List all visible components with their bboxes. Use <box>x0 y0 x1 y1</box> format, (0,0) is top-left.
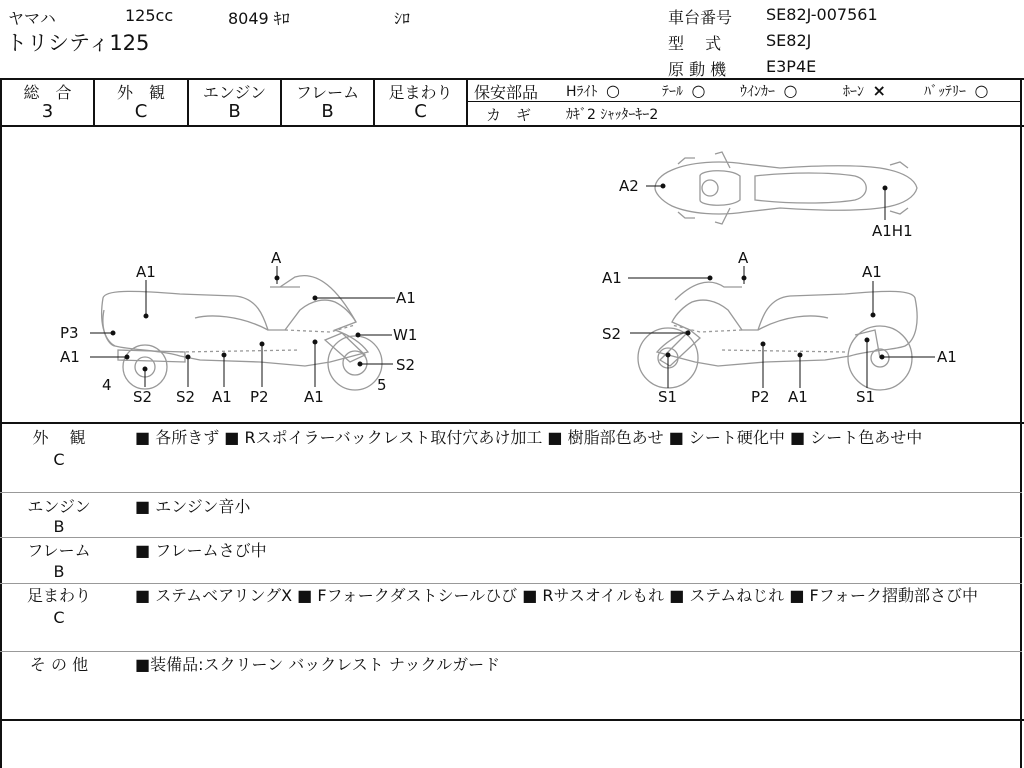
displacement: 125cc <box>125 6 174 25</box>
section-label: フレーム <box>27 541 91 560</box>
section-label: 足まわり <box>26 586 91 605</box>
engine-model-label: 原 動 機 <box>668 60 727 79</box>
safety-item-name: ﾃｰﾙ <box>662 84 683 100</box>
part-label: A2 <box>619 177 639 195</box>
divider <box>466 78 468 126</box>
maker: ヤマハ <box>8 9 56 28</box>
safety-mark: ○ <box>691 81 706 100</box>
part-label: A <box>738 249 749 267</box>
divider <box>0 537 1022 538</box>
grade-value: C <box>414 101 427 122</box>
part-label: 5 <box>377 376 387 394</box>
part-label: A1 <box>136 263 156 281</box>
safety-label: 保安部品 <box>474 83 539 102</box>
part-label: S2 <box>602 325 622 343</box>
safety-item-name: ﾎｰﾝ <box>843 84 864 100</box>
part-label: A1H1 <box>872 222 913 240</box>
part-label: A1 <box>396 289 416 307</box>
right-scooter-outline <box>638 282 917 390</box>
section-label: 外 観 <box>32 428 86 447</box>
section-grade: B <box>53 562 65 581</box>
model-name: トリシティ125 <box>6 31 150 55</box>
part-label: A1 <box>304 388 324 406</box>
section-grade: C <box>53 608 65 627</box>
part-label: S2 <box>176 388 196 406</box>
key-label: カ ギ <box>486 106 532 124</box>
section-grade: B <box>53 517 65 536</box>
section-grade: C <box>53 450 65 469</box>
engine-model: E3P4E <box>766 57 817 76</box>
safety-winker <box>740 81 797 101</box>
grade-value: C <box>134 101 148 122</box>
part-label: A <box>271 249 282 267</box>
part-label: 4 <box>102 376 112 394</box>
safety-mark: × <box>872 81 886 100</box>
part-label: A1 <box>602 269 622 287</box>
part-label: A1 <box>788 388 808 406</box>
divider <box>0 492 1022 493</box>
frame-no-label: 車台番号 <box>668 8 733 27</box>
safety-battery <box>924 81 988 101</box>
part-label: A1 <box>212 388 232 406</box>
safety-item-name: ｳｲﾝｶｰ <box>740 84 775 100</box>
part-label: P2 <box>751 388 770 406</box>
part-label: P2 <box>250 388 269 406</box>
safety-horn <box>843 81 886 101</box>
section-text: ■装備品:スクリーン バックレスト ナックルガード <box>135 655 501 674</box>
safety-mark: ○ <box>974 81 989 100</box>
grade-value: B <box>228 101 241 122</box>
part-label: W1 <box>393 326 418 344</box>
section-text: ■ 各所きず ■ Rスポイラーバックレスト取付穴あけ加工 ■ 樹脂部色あせ ■ シート硬化中 ■ シート色あせ中 <box>135 428 923 447</box>
safety-mark: ○ <box>783 81 798 100</box>
model-code-label: 型 式 <box>668 34 722 53</box>
section-text: ■ ステムベアリングX ■ Fフォークダストシールひび ■ Rサスオイルもれ ■ ステムねじれ ■ Fフォーク摺動部さび中 <box>135 586 978 605</box>
grade-value: B <box>321 101 334 122</box>
grade-label: 足まわり <box>388 83 453 102</box>
key-value: ｶｷﾞ2 ｼｬｯﾀｰｷｰ2 <box>566 107 659 123</box>
section-label: そ の 他 <box>29 655 89 674</box>
divider <box>0 651 1022 652</box>
safety-item-name: Hﾗｲﾄ <box>566 84 598 100</box>
part-label: S2 <box>396 356 416 374</box>
safety-headlight <box>566 81 620 101</box>
divider <box>467 101 1022 102</box>
frame-no: SE82J-007561 <box>766 5 878 24</box>
grade-label: 総 合 <box>23 83 72 102</box>
part-label: A1 <box>862 263 882 281</box>
left-scooter-outline <box>102 276 382 390</box>
top-leaders <box>646 184 887 220</box>
divider <box>0 719 1024 721</box>
model-code: SE82J <box>766 31 812 50</box>
safety-item-name: ﾊﾞｯﾃﾘｰ <box>924 84 966 100</box>
divider <box>0 583 1022 584</box>
section-text: ■ フレームさび中 <box>135 541 267 560</box>
scooter-diagram <box>0 126 1024 422</box>
color: ｼﾛ <box>394 9 411 28</box>
grade-label: フレーム <box>295 83 360 102</box>
section-label: エンジン <box>27 497 91 516</box>
grade-value: 3 <box>41 101 54 122</box>
part-label: S1 <box>658 388 678 406</box>
divider <box>0 422 1024 424</box>
part-label: A1 <box>937 348 957 366</box>
part-label: A1 <box>60 348 80 366</box>
mileage: 8049 ｷﾛ <box>228 9 290 28</box>
grade-label: エンジン <box>202 83 267 102</box>
part-label: S2 <box>133 388 153 406</box>
safety-taillight <box>662 81 705 101</box>
top-scooter-outline <box>655 152 917 224</box>
safety-mark: ○ <box>605 81 620 100</box>
grade-label: 外 観 <box>116 83 165 102</box>
part-label: S1 <box>856 388 876 406</box>
section-text: ■ エンジン音小 <box>135 497 251 516</box>
part-label: P3 <box>60 324 79 342</box>
